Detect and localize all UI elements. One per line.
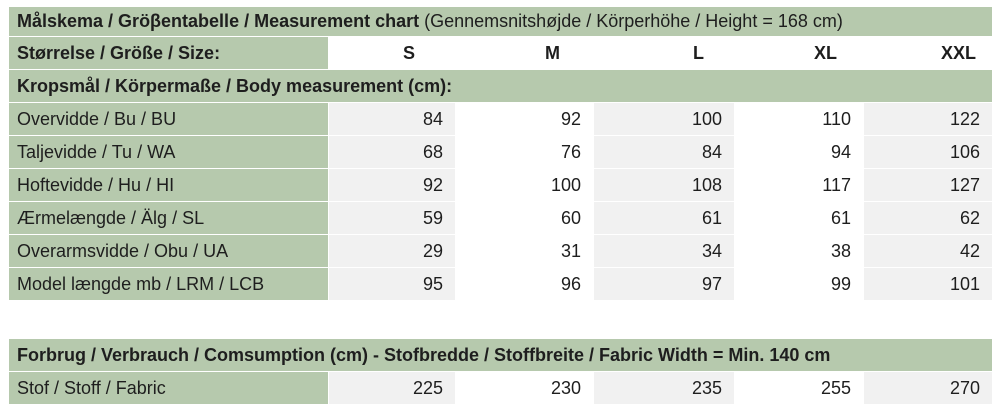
size-header-row bbox=[9, 37, 993, 70]
fabric-table bbox=[8, 338, 993, 405]
table-row bbox=[9, 235, 993, 268]
table-row bbox=[9, 103, 993, 136]
cell-value: 38 bbox=[735, 235, 864, 268]
size-header-label: Størrelse / Größe / Size: bbox=[9, 37, 329, 70]
cell-value: 42 bbox=[864, 235, 993, 268]
cell-value: 106 bbox=[864, 136, 993, 169]
cell-value: 96 bbox=[456, 268, 594, 301]
fabric-label: Stof / Stoff / Fabric bbox=[9, 372, 329, 405]
cell-value: 61 bbox=[735, 202, 864, 235]
cell-value: 84 bbox=[594, 136, 735, 169]
cell-value: 31 bbox=[456, 235, 594, 268]
size-l: L bbox=[594, 37, 735, 70]
cell-value: 270 bbox=[864, 372, 993, 405]
size-xxl: XXL bbox=[864, 37, 993, 70]
fabric-row bbox=[9, 372, 993, 405]
cell-value: 101 bbox=[864, 268, 993, 301]
cell-value: 60 bbox=[456, 202, 594, 235]
table-row bbox=[9, 169, 993, 202]
cell-value: 230 bbox=[456, 372, 594, 405]
cell-value: 29 bbox=[329, 235, 456, 268]
row-label: Overarmsvidde / Obu / UA bbox=[9, 235, 329, 268]
cell-value: 108 bbox=[594, 169, 735, 202]
cell-value: 76 bbox=[456, 136, 594, 169]
cell-value: 92 bbox=[329, 169, 456, 202]
cell-value: 235 bbox=[594, 372, 735, 405]
cell-value: 62 bbox=[864, 202, 993, 235]
cell-value: 225 bbox=[329, 372, 456, 405]
table-row bbox=[9, 202, 993, 235]
size-s: S bbox=[329, 37, 456, 70]
row-label: Hoftevidde / Hu / HI bbox=[9, 169, 329, 202]
cell-value: 34 bbox=[594, 235, 735, 268]
cell-value: 95 bbox=[329, 268, 456, 301]
chart-title-bold: Målskema / Gröβentabelle / Measurement chart bbox=[17, 11, 420, 31]
cell-value: 255 bbox=[735, 372, 864, 405]
cell-value: 97 bbox=[594, 268, 735, 301]
size-xl: XL bbox=[735, 37, 864, 70]
row-label: Model længde mb / LRM / LCB bbox=[9, 268, 329, 301]
fabric-header: Forbrug / Verbrauch / Comsumption (cm) - Stofbredde / Stoffbreite / Fabric Width = Min. 140 cm bbox=[9, 339, 993, 372]
table-row bbox=[9, 136, 993, 169]
title-row bbox=[9, 7, 993, 37]
measurement-table bbox=[8, 6, 993, 301]
cell-value: 68 bbox=[329, 136, 456, 169]
body-section-row bbox=[9, 70, 993, 103]
cell-value: 59 bbox=[329, 202, 456, 235]
table-row bbox=[9, 268, 993, 301]
row-label: Overvidde / Bu / BU bbox=[9, 103, 329, 136]
cell-value: 92 bbox=[456, 103, 594, 136]
cell-value: 117 bbox=[735, 169, 864, 202]
fabric-header-row bbox=[9, 339, 993, 372]
cell-value: 94 bbox=[735, 136, 864, 169]
cell-value: 61 bbox=[594, 202, 735, 235]
cell-value: 127 bbox=[864, 169, 993, 202]
cell-value: 100 bbox=[594, 103, 735, 136]
size-m: M bbox=[456, 37, 594, 70]
chart-title bbox=[9, 7, 993, 37]
body-section-label: Kropsmål / Körpermaße / Body measurement (cm): bbox=[9, 70, 993, 103]
cell-value: 100 bbox=[456, 169, 594, 202]
cell-value: 84 bbox=[329, 103, 456, 136]
chart-title-height: (Gennemsnitshøjde / Körperhöhe / Height = 168 cm) bbox=[419, 11, 843, 31]
cell-value: 122 bbox=[864, 103, 993, 136]
cell-value: 99 bbox=[735, 268, 864, 301]
row-label: Ærmelængde / Älg / SL bbox=[9, 202, 329, 235]
cell-value: 110 bbox=[735, 103, 864, 136]
row-label: Taljevidde / Tu / WA bbox=[9, 136, 329, 169]
